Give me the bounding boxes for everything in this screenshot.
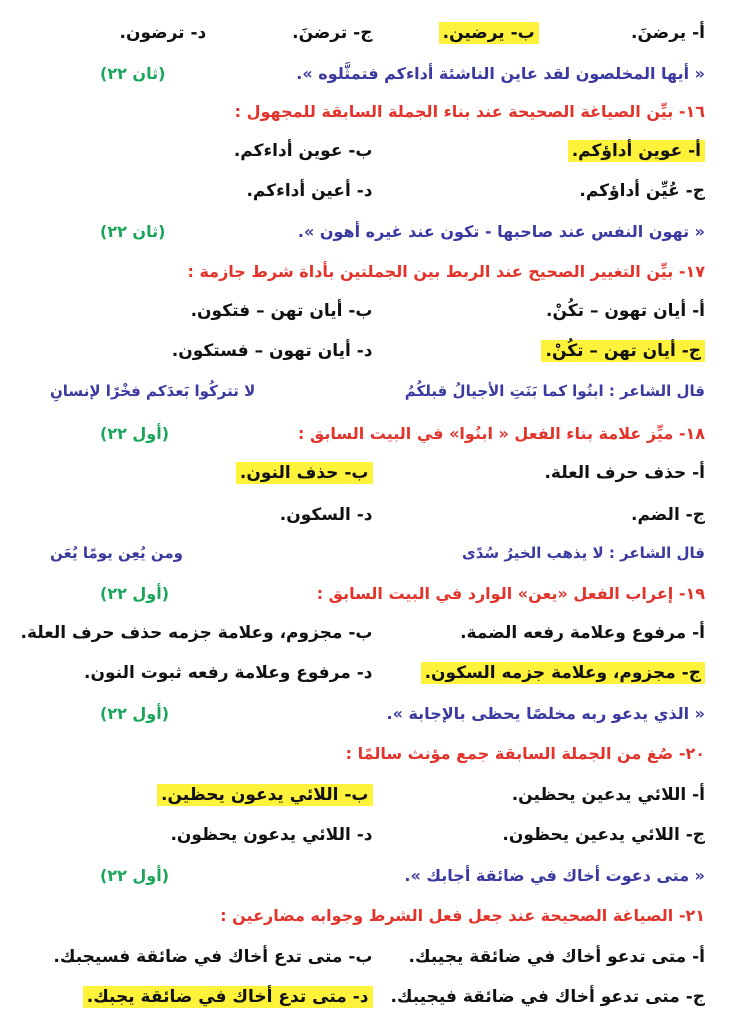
q19-option-c-correct <box>373 663 706 683</box>
q18-question: ١٨- ميِّز علامة بناء الفعل « ابنُوا» في البيت السابق : <box>298 423 705 443</box>
q21-option-c: ج- متى تدعو أخاك في ضائقة فيجيبك. <box>390 987 705 1007</box>
quote-2-text: « تهون النفس عند صاحبها - تكون عند غيره أهون ». <box>297 221 705 241</box>
q20-option-b-correct <box>40 785 373 805</box>
quote-1-text: « أيها المخلصون لقد عاين الناشئة أداءكم فتمثَّلوه ». <box>296 63 705 83</box>
q15-option-c: ج- ترضنَ. <box>292 23 373 43</box>
q19-option-b: ب- مجزوم، وعلامة جزمه حذف حرف العلة. <box>20 623 373 643</box>
quote-3-text: « الذي يدعو ربه مخلصًا يحظى بالإجابة ». <box>386 703 705 723</box>
quote-2-row <box>40 216 705 246</box>
q15-option-a: أ- يرضنَ. <box>631 23 705 43</box>
q18-options-cd <box>40 500 705 530</box>
q19-options-ab <box>20 618 705 648</box>
q18-tag: (أول ٢٢) <box>100 423 170 443</box>
q16-options-ab <box>40 136 705 166</box>
q18-option-b-correct <box>40 463 373 483</box>
q18-options-ab <box>40 458 705 488</box>
q20-option-d: د- اللائي يدعون يحظون. <box>170 825 373 845</box>
quote-3-tag: (أول ٢٢) <box>100 703 170 723</box>
q21-option-d-highlight: د- متى تدع أخاك في ضائقة يجبك. <box>83 986 373 1008</box>
q17-option-b: ب- أيان تهن – فتكون. <box>190 301 373 321</box>
q19-option-a: أ- مرفوع وعلامة رفعه الضمة. <box>460 623 705 643</box>
q21-options-ab <box>40 942 705 972</box>
q21-option-a: أ- متى تدعو أخاك في ضائقة يجيبك. <box>408 947 705 967</box>
q17-options-cd <box>40 336 705 366</box>
q19-tag: (أول ٢٢) <box>100 583 170 603</box>
q19-option-c-highlight: ج- مجزوم، وعلامة جزمه السكون. <box>421 662 705 684</box>
q16-option-a-highlight: أ- عوين أداؤكم. <box>568 140 705 162</box>
q16-question: ١٦- بيِّن الصياغة الصحيحة عند بناء الجملة السابقة للمجهول : <box>234 101 705 121</box>
q18-option-b-highlight: ب- حذف النون. <box>236 462 373 484</box>
q20-option-b-highlight: ب- اللائي يدعون يحظين. <box>157 784 372 806</box>
poem-1-row <box>40 376 705 406</box>
q16-option-c: ج- عُيِّن أداؤكم. <box>579 181 705 201</box>
q20-question: ٢٠- صُغ من الجملة السابقة جمع مؤنث سالمًا : <box>345 743 705 763</box>
poem-2-second-hemistich: ومن يُعِن يومًا يُعَن <box>50 544 183 562</box>
q17-option-c-highlight: ج- أيان تهن – تكُنْ. <box>541 340 705 362</box>
quote-4-text: « متى دعوت أخاك في ضائقة أجابك ». <box>404 865 705 885</box>
q20-options-ab <box>40 780 705 810</box>
quote-4-tag: (أول ٢٢) <box>100 865 170 885</box>
q20-options-cd <box>40 820 705 850</box>
poem-1-first-hemistich: قال الشاعر : ابنُوا كما بَنَتِ الأجيالُ قبلكُمُ <box>404 382 705 400</box>
quote-3-row <box>40 698 705 728</box>
quote-1-row <box>40 58 705 88</box>
q17-option-c-correct <box>373 341 706 361</box>
q16-option-a-correct <box>373 141 706 161</box>
quote-1-tag: (ثان ٢٢) <box>100 63 166 83</box>
q15-options <box>40 18 705 48</box>
poem-2-first-hemistich: قال الشاعر : لا يذهب الخيرُ سُدًى <box>462 544 705 562</box>
q20-option-a: أ- اللائي يدعين يحظين. <box>511 785 705 805</box>
q20-question-row <box>40 738 705 768</box>
q16-options-cd <box>40 176 705 206</box>
q17-question: ١٧- بيِّن التغيير الصحيح عند الربط بين الجملتين بأداة شرط جازمة : <box>187 261 705 281</box>
quote-4-row <box>40 860 705 890</box>
q21-question-row <box>40 900 705 930</box>
q16-question-row <box>40 96 705 126</box>
q18-option-a: أ- حذف حرف العلة. <box>544 463 705 483</box>
q17-options-ab <box>40 296 705 326</box>
quote-2-tag: (ثان ٢٢) <box>100 221 166 241</box>
q18-option-d: د- السكون. <box>279 505 373 525</box>
q21-options-cd <box>40 982 705 1012</box>
poem-1-second-hemistich: لا تتركُوا بَعدَكم فخْرًا لإنسانِ <box>50 382 256 400</box>
q19-question-row <box>40 578 705 608</box>
q21-option-b: ب- متى تدع أخاك في ضائقة فسيجبك. <box>53 947 373 967</box>
q17-option-d: د- أيان تهون – فستكون. <box>171 341 373 361</box>
q15-option-b-highlight: ب- يرضين. <box>439 22 539 44</box>
q15-option-b-correct <box>373 23 539 43</box>
q18-option-c: ج- الضم. <box>631 505 705 525</box>
q20-option-c: ج- اللائي يدعين يحظون. <box>502 825 705 845</box>
poem-2-row <box>40 538 705 568</box>
q19-options-cd <box>40 658 705 688</box>
q19-question: ١٩- إعراب الفعل «يعن» الوارد في البيت السابق : <box>316 583 705 603</box>
q21-option-d-correct <box>40 987 373 1007</box>
q17-question-row <box>40 256 705 286</box>
q16-option-d: د- أعين أداءكم. <box>246 181 373 201</box>
q16-option-b: ب- عوين أداءكم. <box>233 141 373 161</box>
q21-question: ٢١- الصياغة الصحيحة عند جعل فعل الشرط وجوابه مضارعين : <box>220 905 705 925</box>
q15-option-d: د- ترضون. <box>119 23 207 43</box>
q19-option-d: د- مرفوع وعلامة رفعه ثبوت النون. <box>84 663 373 683</box>
q18-question-row <box>40 418 705 448</box>
q17-option-a: أ- أيان تهون – تكُنْ. <box>546 301 705 321</box>
